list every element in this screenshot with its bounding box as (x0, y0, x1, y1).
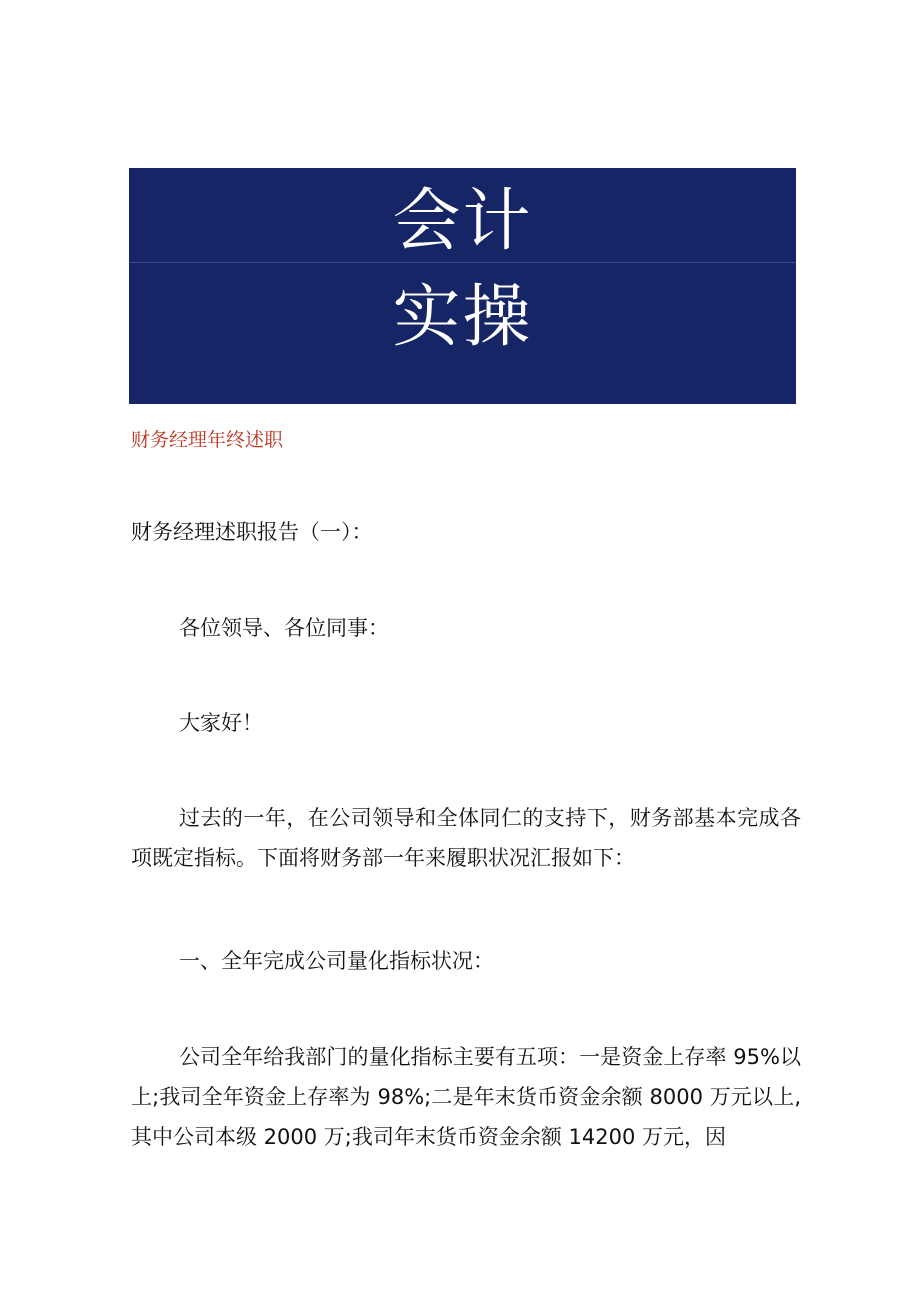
document-title: 财务经理年终述职 (131, 429, 284, 451)
intro-paragraph: 过去的一年，在公司领导和全体同仁的支持下，财务部基本完成各项既定指标。下面将财务部一年来履职状况汇报如下： (131, 806, 801, 870)
section1-heading: 一、全年完成公司量化指标状况： (179, 949, 494, 973)
banner-title-line1: 会计 (392, 182, 533, 261)
report-heading: 财务经理述职报告（一）： (131, 520, 373, 544)
section1-body: 公司全年给我部门的量化指标主要有五项：一是资金上存率 95%以上;我司全年资金上存率为 98%;二是年末货币资金余额 8000 万元以上,其中公司本级 2000 万;我司年末货币资金余额 14200 万元，因 (131, 1045, 801, 1149)
banner-title-line2: 实操 (392, 278, 533, 357)
salutation: 各位领导、各位同事： (179, 616, 389, 640)
greeting: 大家好！ (179, 711, 263, 735)
header-banner (129, 168, 796, 404)
banner-divider (129, 262, 796, 263)
